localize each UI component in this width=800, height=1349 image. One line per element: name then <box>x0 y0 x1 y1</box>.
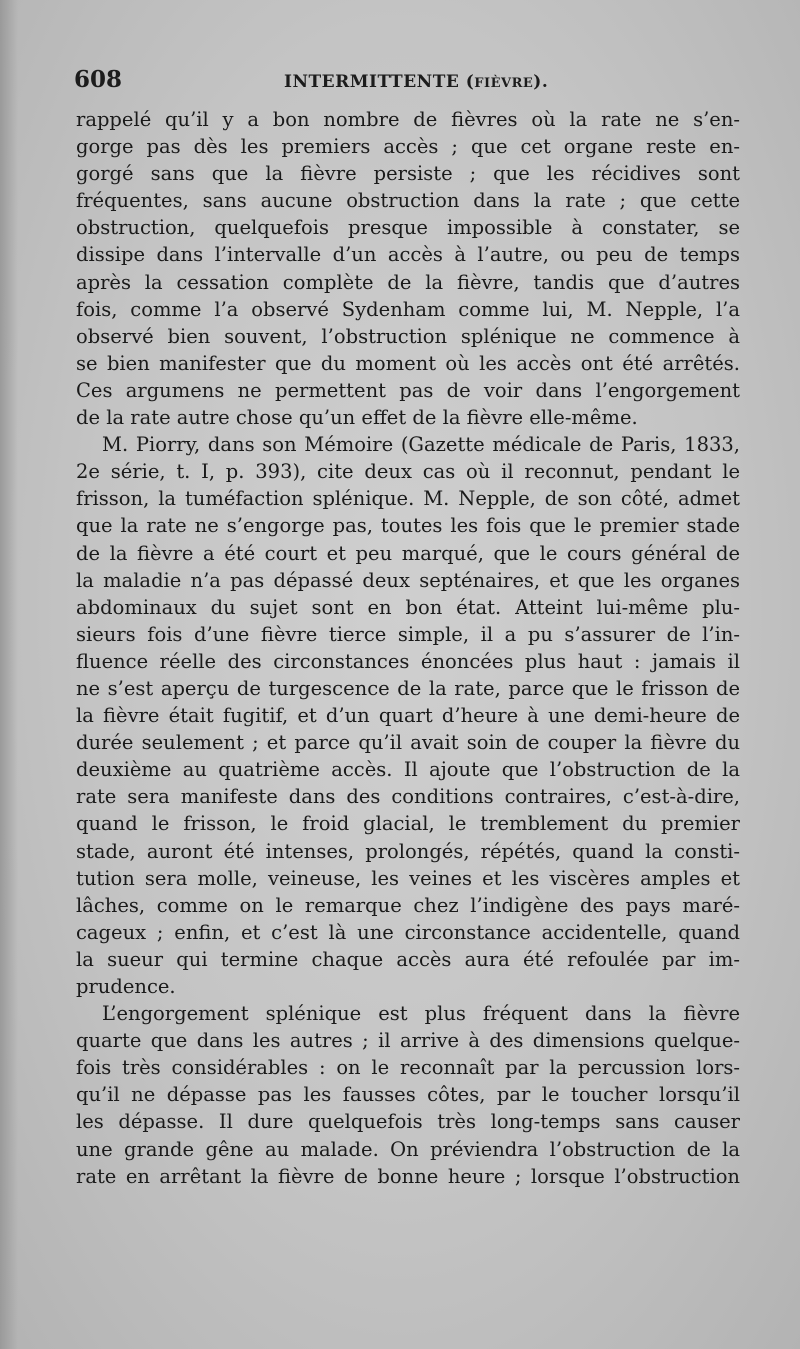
text-line: se bien manifester que du moment où les accès ont été arrêtés. <box>76 351 740 375</box>
running-title-end: ). <box>533 72 549 92</box>
text-line: rappelé qu’il y a bon nombre de fièvres où la rate ne s’en- <box>76 108 740 131</box>
text-line: fluence réelle des circonstances énoncées plus haut : jamais il <box>76 649 740 673</box>
running-title-smallcaps: FIÈVRE <box>474 76 534 91</box>
text-line: gorge pas dès les premiers accès ; que cet organe reste en- <box>76 135 740 159</box>
text-line: tution sera molle, veineuse, les veines et les viscères amples et <box>76 866 740 890</box>
text-line: dissipe dans l’intervalle d’un accès à l’autre, ou peu de temps <box>76 243 740 267</box>
text-line: après la cessation complète de la fièvre, tandis que d’autres <box>76 270 740 294</box>
text-line: fois très considérables : on le reconnaît par la percussion lors- <box>76 1056 740 1080</box>
running-title-main: INTERMITTENTE ( <box>284 72 475 92</box>
text-line: fréquentes, sans aucune obstruction dans la rate ; que cette <box>76 189 740 213</box>
text-line: obstruction, quelquefois presque impossible à constater, se <box>76 216 740 240</box>
running-title <box>284 72 548 92</box>
text-line: abdominaux du sujet sont en bon état. Atteint lui-même plu- <box>76 595 740 619</box>
text-line: frisson, la tuméfaction splénique. M. Nepple, de son côté, admet <box>76 487 740 511</box>
text-line: rate en arrêtant la fièvre de bonne heure ; lorsque l’obstruction <box>76 1164 740 1188</box>
text-line: cageux ; enfin, et c’est là une circonstance accidentelle, quand <box>76 920 740 944</box>
text-line: une grande gêne au malade. On préviendra l’obstruction de la <box>76 1137 740 1161</box>
text-line: prudence. <box>76 975 176 998</box>
text-line: que la rate ne s’engorge pas, toutes les fois que le premier stade <box>76 514 740 538</box>
text-line: la fièvre était fugitif, et d’un quart d’heure à une demi-heure de <box>76 704 740 728</box>
body-text <box>76 106 740 1190</box>
text-line: de la fièvre a été court et peu marqué, que le cours général de <box>76 541 740 565</box>
text-line: la sueur qui termine chaque accès aura été refoulée par im- <box>76 947 740 971</box>
text-line: la maladie n’a pas dépassé deux septénaires, et que les organes <box>76 568 740 592</box>
text-line: quarte que dans les autres ; il arrive à des dimensions quelque- <box>76 1029 740 1053</box>
text-line: 2e série, t. I, p. 393), cite deux cas où il reconnut, pendant le <box>76 460 740 484</box>
text-line: lâches, comme on le remarque chez l’indigène des pays maré- <box>76 893 740 917</box>
page-number: 608 <box>74 66 123 93</box>
text-line: ne s’est aperçu de turgescence de la rate, parce que le frisson de <box>76 676 740 700</box>
text-line: sieurs fois d’une fièvre tierce simple, il a pu s’assurer de l’in- <box>76 622 740 646</box>
text-line: fois, comme l’a observé Sydenham comme lui, M. Nepple, l’a <box>76 297 740 321</box>
text-line: deuxième au quatrième accès. Il ajoute que l’obstruction de la <box>76 758 740 782</box>
text-line: qu’il ne dépasse pas les fausses côtes, par le toucher lorsqu’il <box>76 1083 740 1107</box>
page-gutter-shadow <box>0 0 18 1349</box>
text-line: stade, auront été intenses, prolongés, répétés, quand la consti- <box>76 839 740 863</box>
page-header <box>74 64 744 100</box>
text-line: observé bien souvent, l’obstruction splénique ne commence à <box>76 324 740 348</box>
text-line: les dépasse. Il dure quelquefois très long-temps sans causer <box>76 1110 740 1134</box>
text-line: M. Piorry, dans son Mémoire (Gazette médicale de Paris, 1833, <box>102 433 740 457</box>
text-line: Ces argumens ne permettent pas de voir dans l’engorgement <box>76 378 740 402</box>
text-line: durée seulement ; et parce qu’il avait soin de couper la fièvre du <box>76 731 740 755</box>
text-line: de la rate autre chose qu’un effet de la fièvre elle-même. <box>76 406 638 430</box>
text-line: quand le frisson, le froid glacial, le tremblement du premier <box>76 812 740 836</box>
text-line: L’engorgement splénique est plus fréquent dans la fièvre <box>102 1002 740 1026</box>
text-line: gorgé sans que la fièvre persiste ; que les récidives sont <box>76 162 740 186</box>
text-line: rate sera manifeste dans des conditions contraires, c’est-à-dire, <box>76 785 740 809</box>
